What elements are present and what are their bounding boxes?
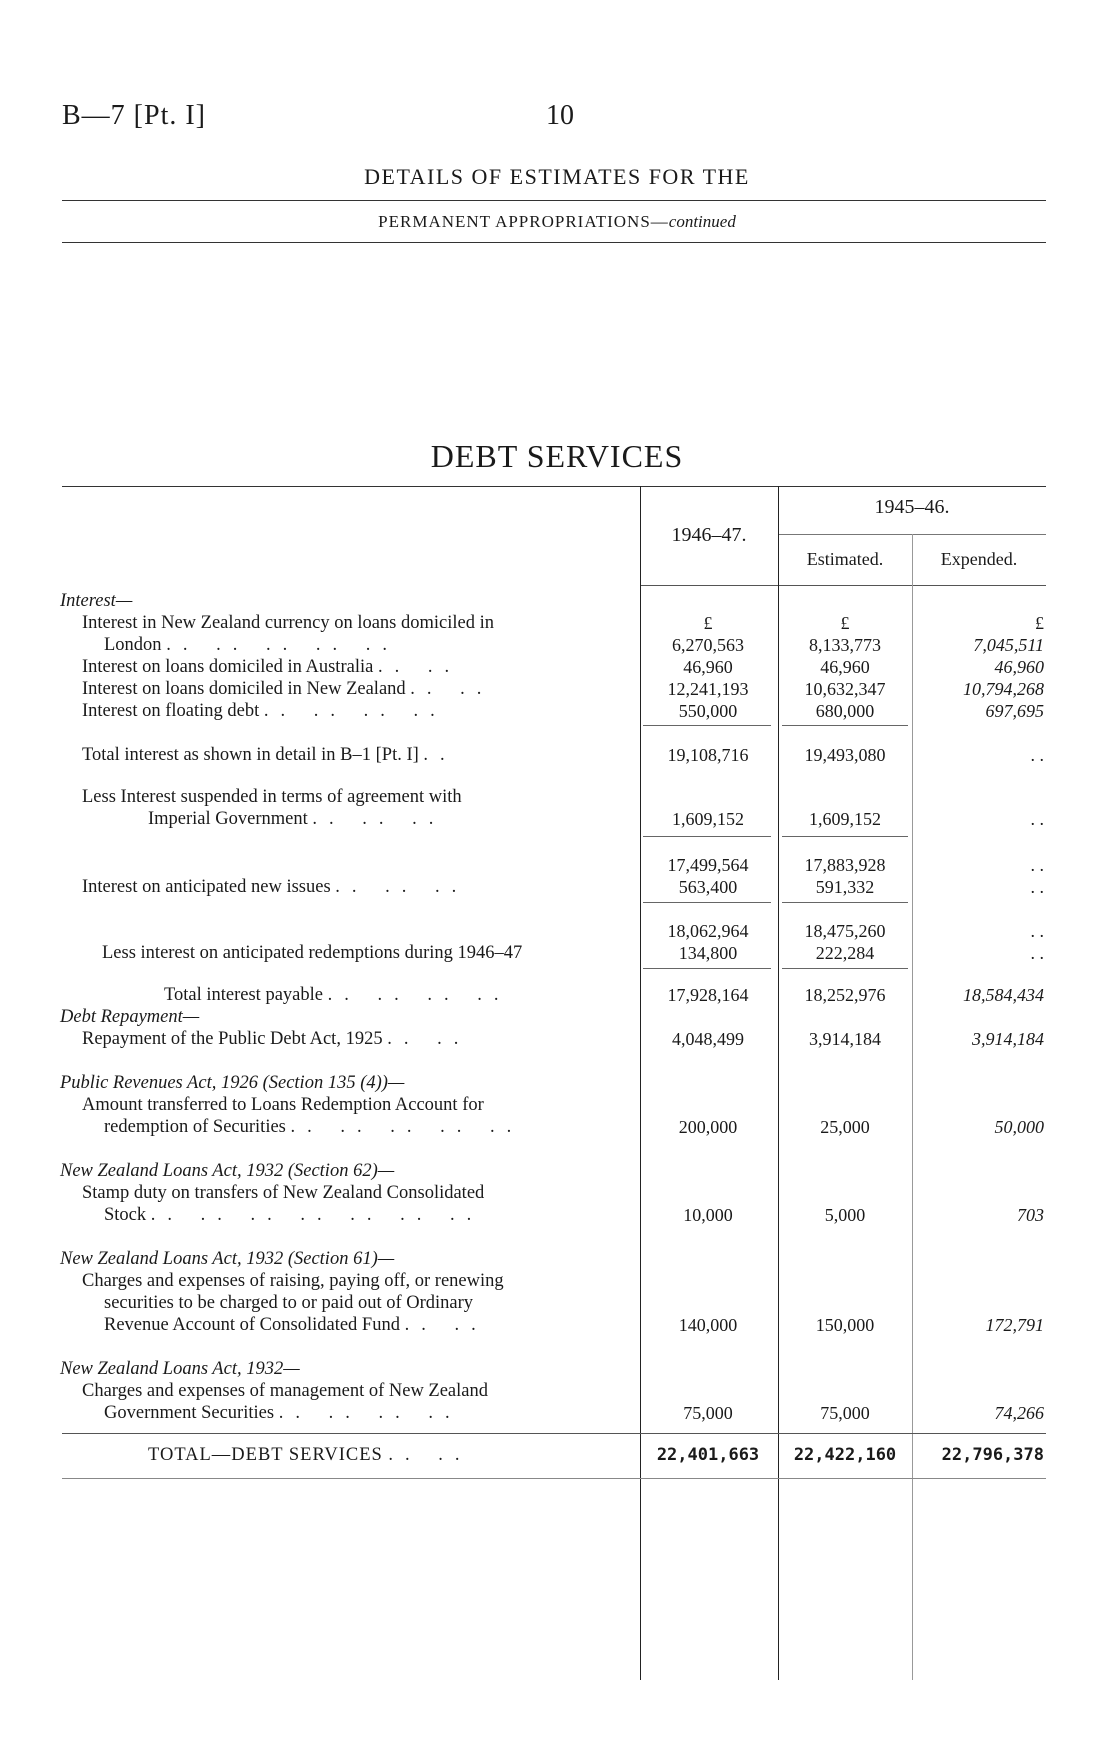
row-label: Interest on loans domiciled in Australia .. ..	[82, 657, 462, 677]
value-1946-47: 4,048,499	[672, 1029, 744, 1049]
value-estimated: 75,000	[820, 1403, 870, 1423]
row-label-cont: Stock .. .. .. .. .. .. ..	[104, 1205, 484, 1225]
debt-repayment-heading: Debt Repayment—	[60, 1007, 200, 1027]
row-label-cont: securities to be charged to or paid out of Ordinary	[104, 1293, 474, 1313]
row-label: Less Interest suspended in terms of agreement with	[82, 787, 462, 807]
row-label: Interest on floating debt .. .. .. ..	[82, 701, 447, 721]
value-expended: 7,045,511	[973, 635, 1044, 655]
value-1946-47: 19,108,716	[667, 745, 749, 765]
document-reference: B—7 [Pt. I]	[62, 100, 206, 131]
value-expended: 50,000	[994, 1117, 1044, 1137]
row-label-cont: Imperial Government .. .. ..	[148, 809, 446, 829]
table-top-rule	[62, 486, 1046, 487]
act-heading: New Zealand Loans Act, 1932 (Section 61)—	[60, 1249, 395, 1269]
value-expended: 697,695	[985, 701, 1044, 721]
col-header-expended: Expended.	[940, 549, 1018, 569]
row-label: Total interest as shown in detail in B–1 [Pt. I] ..	[82, 745, 457, 765]
col-header-1945-46: 1945–46.	[874, 496, 950, 518]
sum-rule	[782, 968, 908, 969]
value-1946-47: 10,000	[683, 1205, 733, 1225]
unit-symbol: £	[1035, 613, 1044, 633]
value-expended: . .	[1030, 943, 1044, 963]
value-estimated: 10,632,347	[804, 679, 886, 699]
value-expended: . .	[1030, 745, 1044, 765]
row-label-cont: Government Securities .. .. .. ..	[104, 1403, 462, 1423]
subtotal-estimated: 17,883,928	[804, 855, 886, 875]
table-header-rule	[640, 585, 1046, 586]
value-estimated: 1,609,152	[809, 809, 881, 829]
value-expended: . .	[1030, 877, 1044, 897]
interest-heading: Interest—	[60, 591, 133, 611]
row-label: Interest on anticipated new issues .. .. ..	[82, 877, 469, 897]
value-expended: 10,794,268	[963, 679, 1044, 699]
subtotal-expended: . .	[1030, 921, 1044, 941]
value-1946-47: 563,400	[678, 877, 738, 897]
unit-symbol: £	[703, 613, 713, 633]
subtitle-main: PERMANENT APPROPRIATIONS—	[378, 212, 669, 231]
value-expended: . .	[1030, 809, 1044, 829]
subtitle-rule	[62, 242, 1046, 243]
page-subtitle	[0, 212, 1114, 232]
value-expended: 172,791	[985, 1315, 1044, 1335]
value-estimated: 222,284	[815, 943, 875, 963]
sum-rule	[643, 725, 771, 726]
row-label: Charges and expenses of management of New Zealand	[82, 1381, 488, 1401]
value-expended: 74,266	[994, 1403, 1044, 1423]
value-estimated: 8,133,773	[809, 635, 881, 655]
subtotal-expended: . .	[1030, 855, 1044, 875]
column-divider-2	[778, 486, 779, 1680]
grand-total-label: TOTAL—DEBT SERVICES .. ..	[148, 1445, 472, 1465]
row-label: Stamp duty on transfers of New Zealand Consolidated	[82, 1183, 485, 1203]
value-estimated: 5,000	[824, 1205, 866, 1225]
subtotal-1946-47: 18,062,964	[667, 921, 749, 941]
value-expended: 18,584,434	[963, 985, 1044, 1005]
value-1946-47: 17,928,164	[667, 985, 749, 1005]
act-heading: New Zealand Loans Act, 1932 (Section 62)—	[60, 1161, 395, 1181]
col-header-estimated: Estimated.	[806, 549, 884, 569]
sum-rule	[782, 725, 908, 726]
unit-symbol: £	[840, 613, 850, 633]
grand-total-estimated: 22,422,160	[793, 1445, 897, 1465]
value-1946-47: 200,000	[678, 1117, 738, 1137]
row-label: Interest in New Zealand currency on loans domiciled in	[82, 613, 494, 633]
value-expended: 46,960	[994, 657, 1044, 677]
row-label-cont: London .. .. .. .. ..	[104, 635, 399, 655]
header-rule	[62, 200, 1046, 201]
row-label: Less interest on anticipated redemptions during 1946–47	[102, 943, 523, 963]
col-header-1946-47: 1946–47.	[671, 524, 747, 546]
row-label: Repayment of the Public Debt Act, 1925 .. ..	[82, 1029, 471, 1049]
row-label: Charges and expenses of raising, paying off, or renewing	[82, 1271, 504, 1291]
value-1946-47: 134,800	[678, 943, 738, 963]
value-1946-47: 46,960	[683, 657, 733, 677]
value-expended: 3,914,184	[972, 1029, 1044, 1049]
value-1946-47: 75,000	[683, 1403, 733, 1423]
value-1946-47: 12,241,193	[667, 679, 749, 699]
value-estimated: 591,332	[815, 877, 875, 897]
sum-rule	[643, 902, 771, 903]
value-estimated: 25,000	[820, 1117, 870, 1137]
subtitle-continued: continued	[668, 212, 736, 231]
grand-total-1946-47: 22,401,663	[656, 1445, 760, 1465]
value-expended: 703	[1017, 1205, 1044, 1225]
page-number: 10	[546, 100, 574, 131]
value-estimated: 18,252,976	[804, 985, 886, 1005]
grand-total-expended: 22,796,378	[941, 1445, 1044, 1465]
subtotal-estimated: 18,475,260	[804, 921, 886, 941]
value-estimated: 46,960	[820, 657, 870, 677]
column-divider-3	[912, 534, 913, 1680]
value-estimated: 19,493,080	[804, 745, 886, 765]
value-1946-47: 1,609,152	[672, 809, 744, 829]
value-1946-47: 6,270,563	[672, 635, 744, 655]
value-estimated: 3,914,184	[809, 1029, 881, 1049]
sum-rule	[782, 902, 908, 903]
row-label: Interest on loans domiciled in New Zealand .. ..	[82, 679, 494, 699]
act-heading: New Zealand Loans Act, 1932—	[60, 1359, 300, 1379]
table-bottom-rule	[62, 1478, 1046, 1479]
row-label-cont: redemption of Securities .. .. .. .. ..	[104, 1117, 524, 1137]
row-label: Total interest payable .. .. .. ..	[164, 985, 511, 1005]
sum-rule	[782, 836, 908, 837]
total-top-rule	[62, 1433, 1046, 1434]
sum-rule	[643, 836, 771, 837]
sum-rule	[643, 968, 771, 969]
column-divider-1	[640, 486, 641, 1680]
section-title: DEBT SERVICES	[430, 438, 684, 474]
page-title: DETAILS OF ESTIMATES FOR THE	[364, 164, 750, 189]
subtotal-1946-47: 17,499,564	[667, 855, 749, 875]
row-label-cont: Revenue Account of Consolidated Fund .. ..	[104, 1315, 488, 1335]
row-label: Amount transferred to Loans Redemption Account for	[82, 1095, 484, 1115]
value-1946-47: 140,000	[678, 1315, 738, 1335]
value-estimated: 680,000	[815, 701, 875, 721]
value-1946-47: 550,000	[678, 701, 738, 721]
act-heading: Public Revenues Act, 1926 (Section 135 (4))—	[60, 1073, 405, 1093]
value-estimated: 150,000	[815, 1315, 875, 1335]
